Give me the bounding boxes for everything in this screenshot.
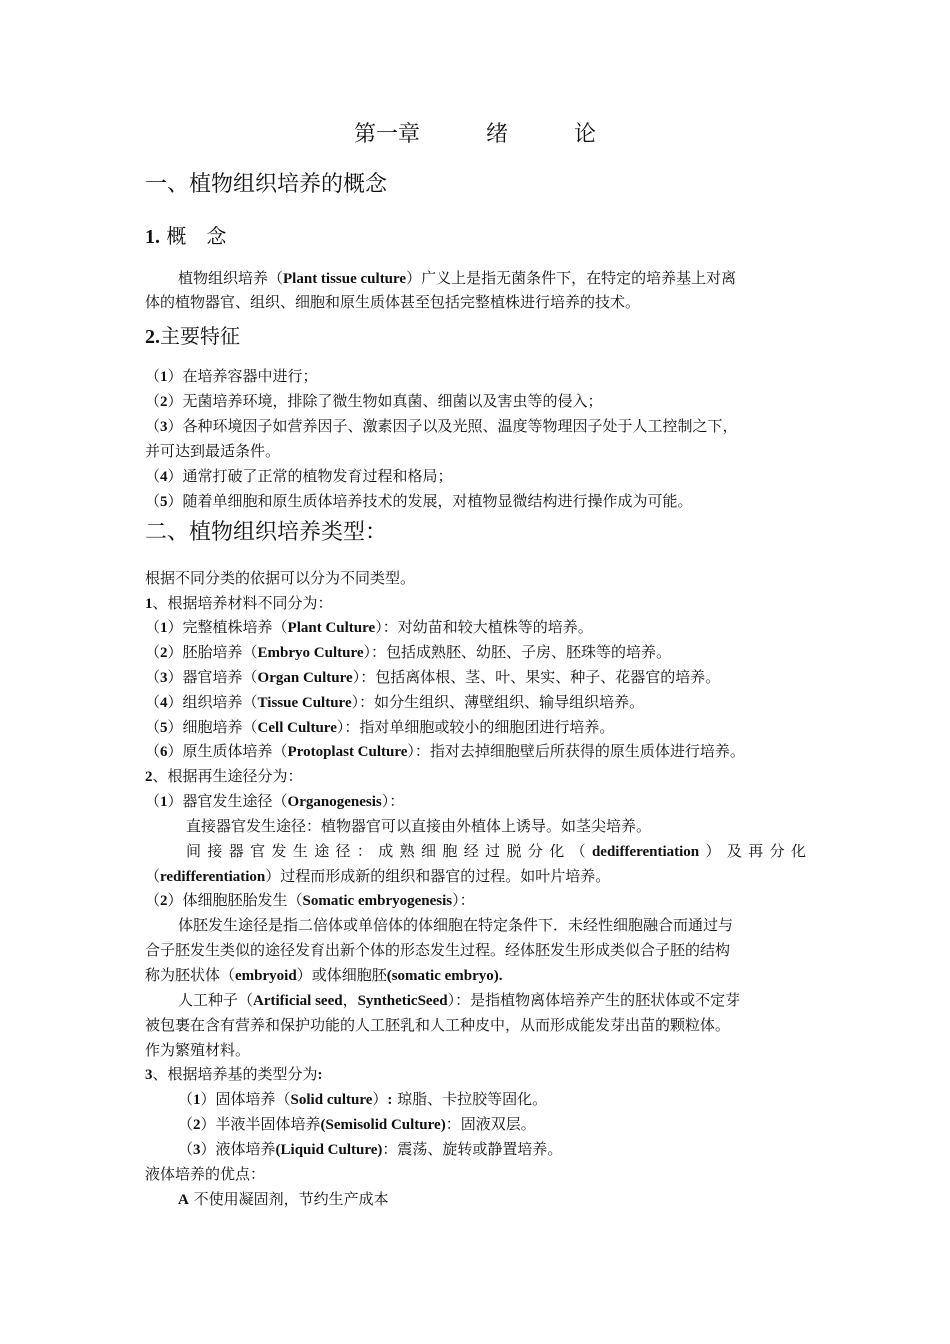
text-run: ）：包括离体根、茎、叶、果实、种子、花器官的培养。: [352, 668, 721, 686]
english-term: (Liquid Culture): [275, 1142, 383, 1158]
text-run: ）：: [452, 891, 475, 909]
material-item: （4）组织培养（Tissue Culture）：如分生组织、薄壁组织、输导组织培养。: [145, 693, 645, 711]
item-text: 不使用凝固剂，节约生产成本: [188, 1190, 389, 1208]
text-run: 体细胞胚胎发生（: [182, 891, 303, 909]
english-term: Embryo Culture: [257, 645, 364, 661]
material-item: （3）器官培养（Organ Culture）：包括离体根、茎、叶、果实、种子、花器官的培养。: [145, 668, 721, 686]
feature-item-continuation: 并可达到最适条件。: [145, 442, 281, 460]
text-run: ）过程而形成新的组织和器官的过程。如叶片培养。: [265, 867, 611, 885]
text-run: ）: [372, 1090, 388, 1108]
text-run: ）：是指植物离体培养产生的胚状体或不定芽: [447, 991, 741, 1009]
group2-heading: [145, 764, 810, 789]
text-run: 组织培养（: [182, 693, 258, 711]
english-term: embryoid: [235, 968, 297, 984]
text-run: 植物组织培养（: [178, 269, 284, 287]
feature-item: （2）无菌培养环境，排除了微生物如真菌、细菌以及害虫等的侵入；: [145, 392, 603, 410]
text-run: 称为胚状体（: [145, 966, 236, 984]
item-number: 1: [160, 794, 168, 810]
text-run: 原生质体培养（: [182, 742, 288, 760]
english-term: (somatic embryo).: [386, 968, 503, 984]
item-text: 通常打破了正常的植物发育过程和格局；: [182, 467, 453, 485]
chapter-title-part2: 绪: [485, 122, 508, 147]
item-letter: A: [178, 1192, 189, 1208]
text-run: 液体培养: [215, 1140, 276, 1158]
english-term: Organogenesis: [287, 794, 382, 810]
text-run: 胚胎培养（: [182, 643, 258, 661]
text-run: 细胞培养（: [182, 718, 258, 736]
indirect-organogenesis-line1: [186, 839, 806, 864]
text-run: 固体培养（: [215, 1090, 291, 1108]
item-number: 6: [160, 744, 168, 760]
text-run: ）：: [381, 792, 405, 810]
section2-heading: 二、植物组织培养类型：: [145, 520, 388, 545]
artificial-seed-line3: 作为繁殖材料。: [145, 1041, 251, 1059]
english-term: Protoplast Culture: [287, 744, 408, 760]
group-number: 2: [145, 769, 153, 785]
artificial-seed-line2: 被包裹在含有营养和保护功能的人工胚乳和人工种皮中，从而形成能发芽出苗的颗粒体。: [145, 1016, 731, 1034]
english-term: Artificial seed: [253, 993, 343, 1009]
somatic-paragraph-line3: [145, 963, 810, 988]
item-number: 4: [160, 469, 168, 485]
group3-heading: [145, 1062, 810, 1087]
item-number: 1: [193, 1092, 201, 1108]
item-number: 2: [160, 893, 168, 909]
media-item: （3）液体培养(Liquid Culture)：震荡、旋转或静置培养。: [178, 1140, 563, 1158]
text-run: ）：对幼苗和较大植株等的培养。: [375, 618, 593, 636]
subsection-features-heading: [145, 322, 240, 351]
artificial-seed-line1: [178, 988, 843, 1013]
text-run: :: [387, 1092, 393, 1108]
subsection-concept-heading: [145, 222, 226, 251]
feature-item: （1）在培养容器中进行；: [145, 367, 318, 385]
text-run: 人工种子（: [178, 991, 254, 1009]
subsection-label: 主要特征: [160, 324, 240, 348]
item-text: 在培养容器中进行；: [182, 367, 318, 385]
subsection-number: 1.: [145, 226, 160, 248]
item-number: 1: [160, 620, 168, 636]
material-item: （2）胚胎培养（Embryo Culture）：包括成熟胚、幼胚、子房、胚珠等的培养。: [145, 643, 672, 661]
text-run: ）广义上是指无菌条件下，在特定的培养基上对离: [406, 269, 737, 287]
text-run: ）及再分化: [699, 842, 806, 860]
item-number: 1: [160, 369, 168, 385]
english-term: redifferentiation: [160, 869, 266, 885]
chapter-title-part3: 论: [574, 122, 597, 147]
item-number: 3: [193, 1142, 201, 1158]
subsection-label: 概 念: [166, 224, 227, 248]
text-run: 器官培养（: [182, 668, 258, 686]
item-number: 5: [160, 720, 168, 736]
chapter-title-part1: 第一章: [353, 122, 420, 147]
concept-paragraph-line2: 体的植物器官、组织、细胞和原生质体甚至包括完整植株进行培养的技术。: [145, 293, 641, 311]
text-run: ）：指对去掉细胞壁后所获得的原生质体进行培养。: [407, 742, 745, 760]
item-text: 无菌培养环境，排除了微生物如真菌、细菌以及害虫等的侵入；: [182, 392, 603, 410]
item-number: 5: [160, 494, 168, 510]
text-run: ：固液双层。: [445, 1115, 536, 1133]
text-run: ，: [342, 991, 358, 1009]
item-text: 各种环境因子如营养因子、激素因子以及光照、温度等物理因子处于人工控制之下，: [182, 417, 738, 435]
text-run: ）：如分生组织、薄壁组织、输导组织培养。: [351, 693, 645, 711]
text-run: 间接器官发生途径：成熟细胞经过脱分化（: [186, 842, 592, 860]
concept-paragraph-line1: [178, 266, 843, 291]
item-number: 3: [160, 419, 168, 435]
english-term: SyntheticSeed: [357, 993, 448, 1009]
text-run: 半液半固体培养: [215, 1115, 321, 1133]
text-run: 器官发生途径（: [182, 792, 288, 810]
text-run: ）：包括成熟胚、幼胚、子房、胚珠等的培养。: [363, 643, 672, 661]
group-number: 1: [145, 596, 153, 612]
section2-intro: 根据不同分类的依据可以分为不同类型。: [145, 569, 416, 587]
section1-heading: 一、植物组织培养的概念: [145, 172, 388, 197]
text-run: ）或体细胞胚: [296, 966, 387, 984]
item-number: 2: [160, 645, 168, 661]
item-number: 2: [160, 394, 168, 410]
material-item: （1）完整植株培养（Plant Culture）：对幼苗和较大植株等的培养。: [145, 618, 593, 636]
english-term: Tissue Culture: [257, 695, 352, 711]
english-term: (Semisolid Culture): [320, 1117, 446, 1133]
advantage-item: [178, 1187, 843, 1212]
english-term: Somatic embryogenesis: [302, 893, 453, 909]
somatic-embryogenesis-item: （2）体细胞胚胎发生（Somatic embryogenesis）：: [145, 891, 475, 909]
english-term: Solid culture: [290, 1092, 373, 1108]
media-item: （1）固体培养（Solid culture）: 琼脂、卡拉胶等固化。: [178, 1090, 548, 1108]
item-number: 4: [160, 695, 168, 711]
item-number: 2: [193, 1117, 201, 1133]
chapter-title: [0, 120, 950, 150]
text-run: 完整植株培养（: [182, 618, 288, 636]
english-term: dedifferentiation: [591, 844, 700, 860]
text-run: 琼脂、卡拉胶等固化。: [392, 1090, 548, 1108]
somatic-paragraph-line1: 体胚发生途径是指二倍体或单倍体的体细胞在特定条件下．未经性细胞融合而通过与: [178, 916, 734, 934]
feature-item: （5）随着单细胞和原生质体培养技术的发展，对植物显微结构进行操作成为可能。: [145, 492, 693, 510]
english-term: Organ Culture: [257, 670, 353, 686]
english-term: Cell Culture: [257, 720, 337, 736]
group-label: 、根据培养基的类型分为: [152, 1065, 318, 1083]
group-colon: :: [317, 1067, 323, 1083]
item-text: 随着单细胞和原生质体培养技术的发展，对植物显微结构进行操作成为可能。: [182, 492, 693, 510]
subsection-number: 2.: [145, 326, 160, 348]
feature-item: （3）各种环境因子如营养因子、激素因子以及光照、温度等物理因子处于人工控制之下，: [145, 417, 738, 435]
liquid-advantages-heading: 液体培养的优点：: [145, 1165, 266, 1183]
organogenesis-item: （1）器官发生途径（Organogenesis）：: [145, 792, 405, 810]
feature-item: （4）通常打破了正常的植物发育过程和格局；: [145, 467, 453, 485]
group1-heading: [145, 591, 810, 616]
somatic-paragraph-line2: 合子胚发生类似的途径发育出新个体的形态发生过程。经体胚发生形成类似合子胚的结构: [145, 941, 731, 959]
direct-organogenesis-text: 直接器官发生途径：植物器官可以直接由外植体上诱导。如茎尖培养。: [186, 817, 652, 835]
group-label: 、根据再生途径分为：: [152, 767, 303, 785]
text-run: （: [145, 867, 161, 885]
english-term: Plant tissue culture: [283, 271, 407, 287]
material-item: （5）细胞培养（Cell Culture）：指对单细胞或较小的细胞团进行培养。: [145, 718, 615, 736]
text-run: ：震荡、旋转或静置培养。: [382, 1140, 563, 1158]
media-item: （2）半液半固体培养(Semisolid Culture)：固液双层。: [178, 1115, 536, 1133]
indirect-organogenesis-line2: [145, 864, 810, 889]
material-item: （6）原生质体培养（Protoplast Culture）：指对去掉细胞壁后所获得的原生质体进行培养。: [145, 742, 745, 760]
item-number: 3: [160, 670, 168, 686]
group-number: 3: [145, 1067, 153, 1083]
text-run: ）：指对单细胞或较小的细胞团进行培养。: [336, 718, 615, 736]
english-term: Plant Culture: [287, 620, 376, 636]
group-label: 、根据培养材料不同分为：: [152, 594, 333, 612]
